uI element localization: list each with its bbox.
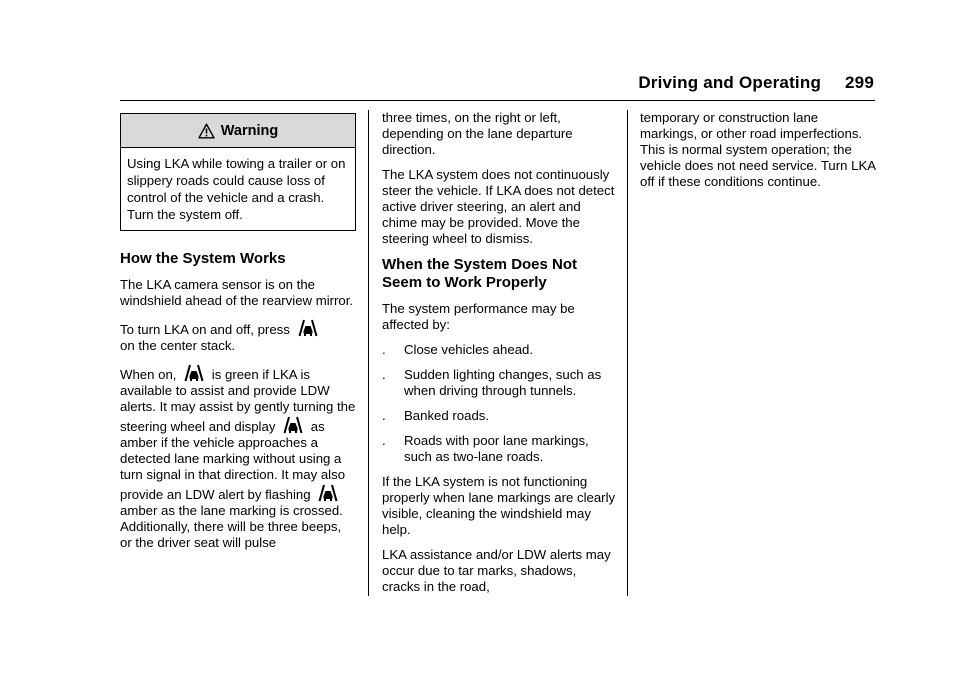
section-heading: How the System Works xyxy=(120,250,286,267)
paragraph: When on, is green if LKA is available to assist and provide LDW alerts. It may assist by gently turning the steering wheel and display as amber if the vehicle approaches a detected lane marking without using a turn signal in that direction. It may also provide an LDW alert by flashing amber as the lane marking is crossed. Additionally, there will be three beeps, or the driver seat will pulse xyxy=(120,363,356,551)
paragraph: LKA assistance and/or LDW alerts may occur due to tar marks, shadows, cracks in the road, xyxy=(382,547,611,594)
paragraph: The system performance may be affected by: xyxy=(382,301,575,332)
bullet-marker: . xyxy=(382,367,386,382)
paragraph: temporary or construction lane markings, or other road imperfections. This is normal system operation; the vehicle does not need service. Turn LKA off if these conditions continue. xyxy=(640,110,876,189)
paragraph: The LKA camera sensor is on the windshield ahead of the rearview mirror. xyxy=(120,277,354,308)
list-item: . Sudden lighting changes, such as when driving through tunnels. xyxy=(382,367,602,398)
warning-title-bar xyxy=(121,114,355,148)
lane-keep-assist-icon xyxy=(316,483,340,503)
column-2 xyxy=(382,110,616,604)
bullet-marker: . xyxy=(382,342,386,357)
lane-keep-assist-icon xyxy=(281,415,305,435)
lane-keep-assist-icon xyxy=(296,318,320,338)
section-heading: When the System Does Not Seem to Work Properly xyxy=(382,256,578,291)
column-1 xyxy=(120,110,356,560)
bullet-list xyxy=(382,342,616,465)
page-number: 299 xyxy=(845,73,874,92)
column-divider xyxy=(627,110,628,596)
list-item: . Roads with poor lane markings, such as two-lane roads. xyxy=(382,433,589,464)
lane-keep-assist-icon xyxy=(182,363,206,383)
column-3 xyxy=(640,110,876,199)
bullet-marker: . xyxy=(382,433,386,448)
paragraph: The LKA system does not continuously steer the vehicle. If LKA does not detect active driver steering, an alert and chime may be provided. Move the steering wheel to dismiss. xyxy=(382,167,615,246)
page-header xyxy=(638,73,874,93)
column-divider xyxy=(368,110,369,596)
warning-title: Warning xyxy=(220,122,279,139)
section-title: Driving and Operating xyxy=(638,73,822,92)
warning-body: Using LKA while towing a trailer or on slippery roads could cause loss of control of the vehicle and a crash. Turn the system off. xyxy=(127,156,346,222)
warning-triangle-icon xyxy=(198,123,215,139)
warning-box xyxy=(120,113,356,231)
paragraph: To turn LKA on and off, press on the center stack. xyxy=(120,318,356,354)
bullet-marker: . xyxy=(382,408,386,423)
paragraph: If the LKA system is not functioning properly when lane markings are clearly visible, cleaning the windshield may help. xyxy=(382,474,616,537)
list-item: . Close vehicles ahead. xyxy=(382,342,534,357)
header-rule xyxy=(120,100,875,101)
paragraph: three times, on the right or left, depending on the lane departure direction. xyxy=(382,110,573,157)
list-item: . Banked roads. xyxy=(382,408,490,423)
